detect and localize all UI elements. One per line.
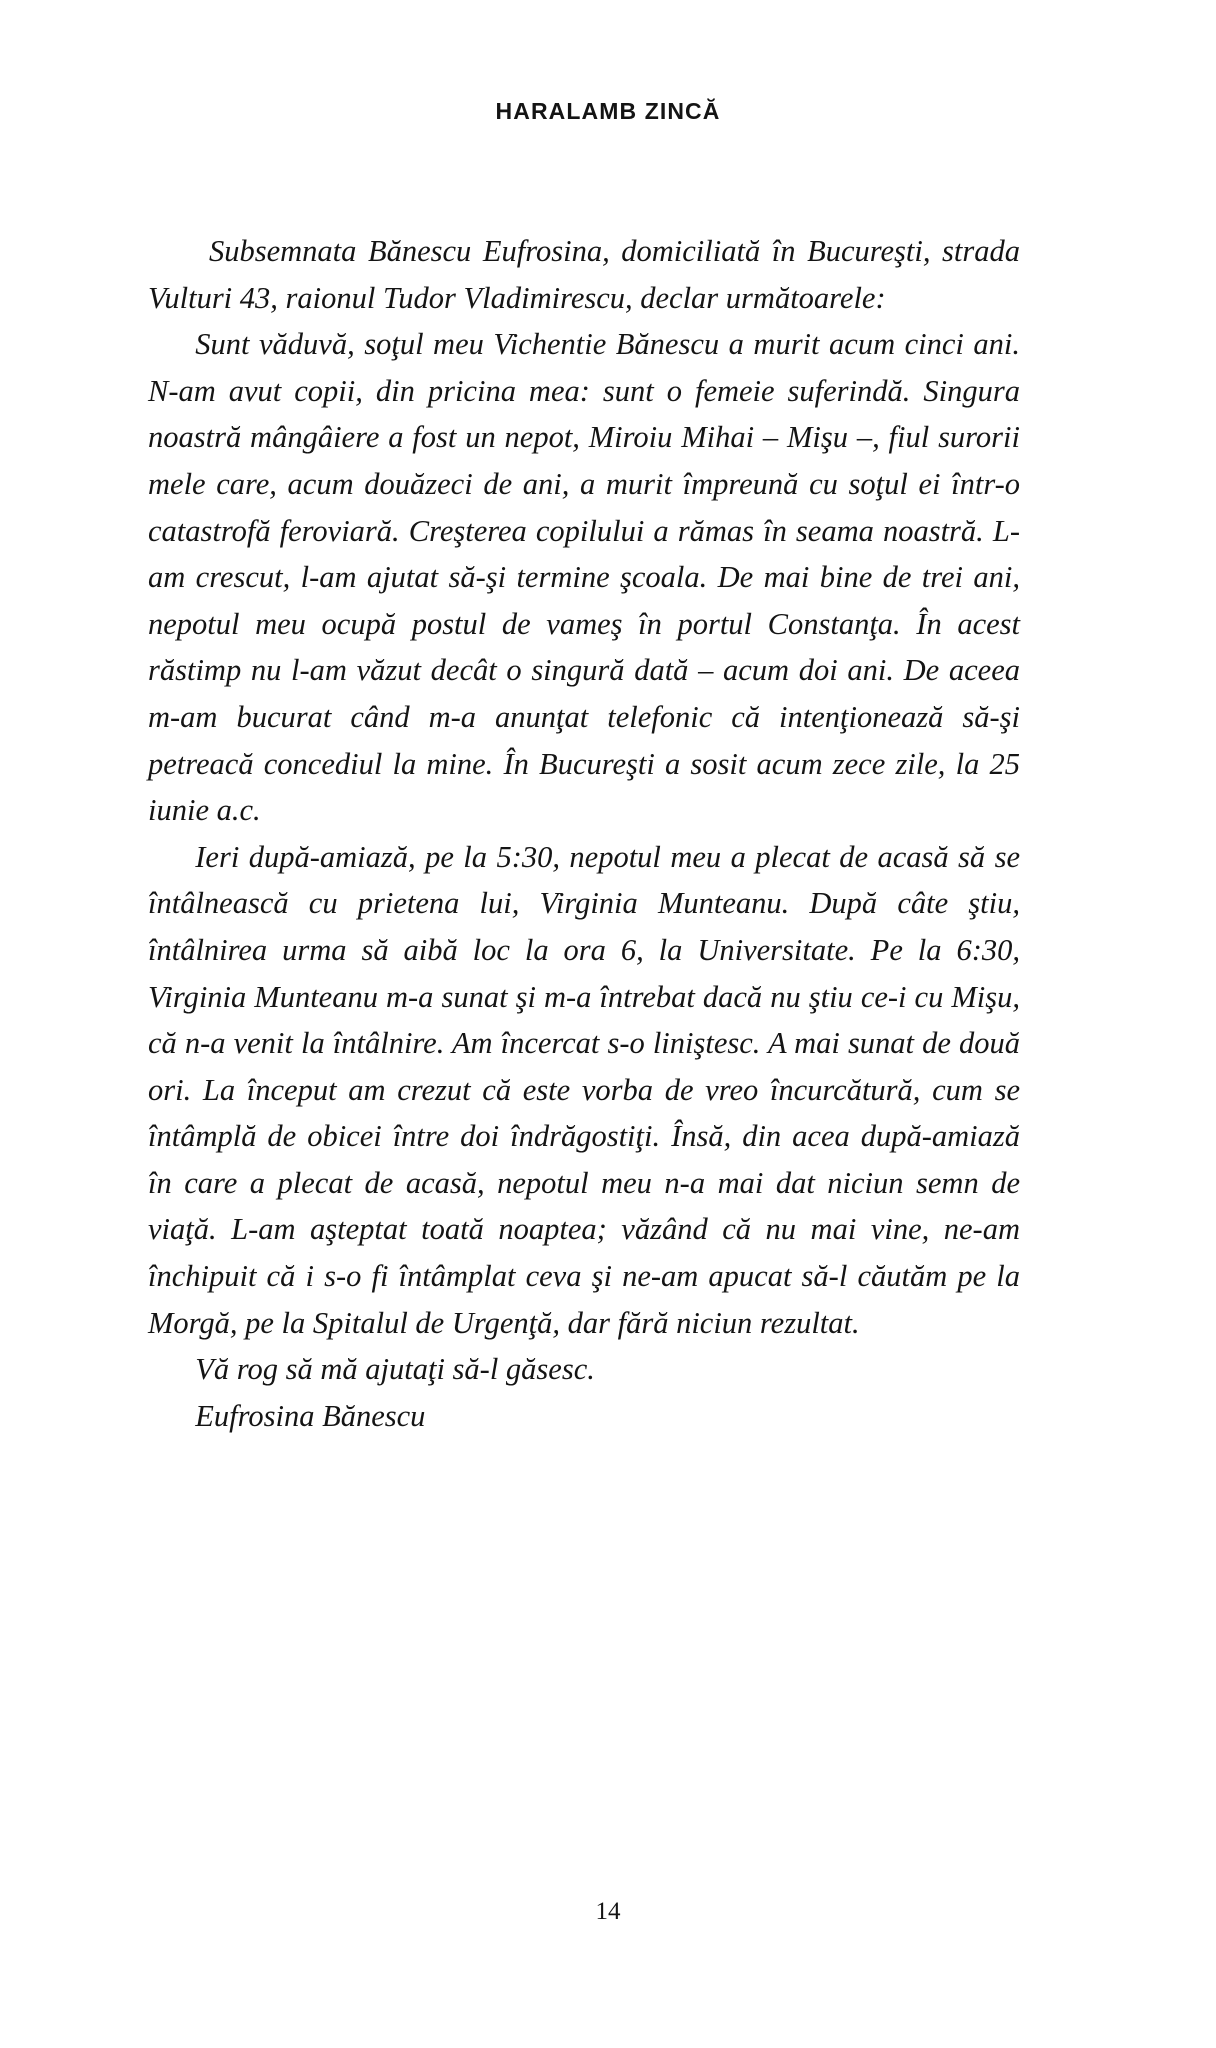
paragraph-1: Subsemnata Bănescu Eufrosina, domiciliată în Bucureşti, strada Vulturi 43, raionul Tudor Vladimirescu, declar următoarele:: [148, 234, 1020, 315]
page-body-text: [148, 228, 1020, 1439]
paragraph-5-signature: Eufrosina Bănescu: [195, 1398, 426, 1433]
page-number: 14: [595, 1898, 621, 1925]
paragraph-4-request: Vă rog să mă ajutaţi să-l găsesc.: [195, 1352, 595, 1387]
paragraph-3: Ieri după-amiază, pe la 5:30, nepotul meu a plecat de acasă să se întâlnească cu prietena lui, Virginia Munteanu. După câte ştiu, întâlnirea urma să aibă loc la ora 6, la Universitate. Pe la 6:30, Virginia Munteanu m-a sunat şi m-a întrebat dacă nu ştiu ce-i cu Mişu, că n-a venit la întâlnire. Am încercat s-o liniştesc. A mai sunat de două ori. La început am crezut că este vorba de vreo încurcătură, cum se întâmplă de obicei între doi îndrăgostiţi. Însă, din acea după-amiază în care a plecat de acasă, nepotul meu n-a mai dat niciun semn de viaţă. L-am aşteptat toată noaptea; văzând că nu mai vine, ne-am închipuit că i s-o fi întâmplat ceva şi ne-am apucat să-l căutăm pe la Morgă, pe la Spitalul de Urgenţă, dar fără niciun rezultat.: [148, 839, 1020, 1340]
running-head-author: HARALAMB ZINCĂ: [495, 98, 721, 124]
paragraph-2: Sunt văduvă, soţul meu Vichentie Bănescu a murit acum cinci ani. N-am avut copii, din pricina mea: sunt o femeie suferindă. Singura noastră mângâiere a fost un nepot, Miroiu Mihai – Mişu –, fiul surorii mele care, acum douăzeci de ani, a murit împreună cu soţul ei într-o catastrofă feroviară. Creşterea copilului a rămas în seama noastră. L-am crescut, l-am ajutat să-şi termine şcoala. De mai bine de trei ani, nepotul meu ocupă postul de vameş în portul Constanţa. În acest răstimp nu l-am văzut decât o singură dată – acum doi ani. De aceea m-am bucurat când m-a anunţat telefonic că intenţionează să-şi petreacă concediul la mine. În Bucureşti a sosit acum zece zile, la 25 iunie a.c.: [148, 327, 1020, 828]
